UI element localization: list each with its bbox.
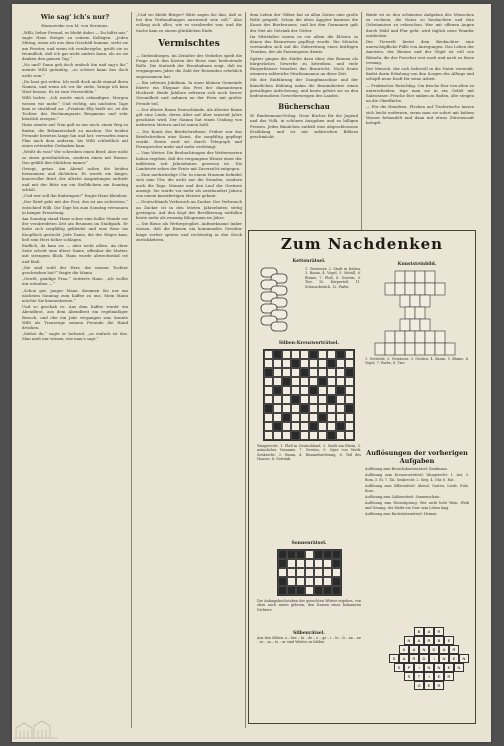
crossword-cell [300,431,309,440]
crossword-cell [309,350,318,359]
sun-puzzle-cell [278,577,287,586]
syllable-puzzle-label: Silbenrätsel. [293,631,325,636]
crossword-cell [345,431,354,440]
paragraph: „Siehst du,“ sagte er lachend, „so einfach ist das. Man muß nur wissen, wie man's sagt.“ [22,331,128,342]
sun-puzzle-cell [314,559,323,568]
stone-block [420,319,430,331]
chain-puzzle-label: Kettenrätsel. [292,259,326,264]
paragraph: — Eine merkwürdige Uhr. In einem Museum befindet sich eine Uhr, die nicht nur die Stunden, sondern auch die Tage, Monate und den Lauf der Gestirne anzeigt. Sie wurde vor mehr als zweihundert Jahren von einem kunstfertigen Meister gebaut. [136,172,242,199]
crossword-cell [291,359,300,368]
letter-cell: E [424,681,434,690]
crossword-cell [282,431,291,440]
stone-block [400,295,410,307]
sun-puzzle-cell [287,568,296,577]
sun-puzzle-cell [296,577,305,586]
sun-puzzle-cell [305,559,314,568]
paragraph: — Ein seltenes Jubiläum. In einer kleinen Gemeinde feierte ein Ehepaar das Fest der diamantenen Hochzeit. Beide Jubilare erfreuen sich noch bester Gesundheit und nahmen an der Feier mit großer Freude teil. [136,79,242,106]
paragraph: Am Sonntag stand Hans schon eine halbe Stunde vor der verabredeten Zeit am Brunnen im Stadtpark. Er hatte sich sorgfältig gekleidet und eine Rose ins Knopfloch gesteckt. Jede Dame, die des Weges kam, ließ sein Herz höher schlagen. [22,215,128,242]
crossword-cell [282,404,291,413]
column-rule [245,12,246,728]
sun-puzzle-cell [278,586,287,595]
crossword-cell [336,395,345,404]
letter-cell: N [424,663,434,672]
crossword-cell [282,359,291,368]
paragraph: Willi lachte. „Ich werde mich erkundigen. Morgen wissen wir mehr.“ Und richtig, am nächsten Tage kam er strahlend an: „Fräulein Elly heißt sie, ist die Tochter des Rechnungsrats Bergmann und sehr häuslich erzogen.“ [22,95,128,122]
stone-block [385,331,395,343]
crossword-cell [264,404,273,413]
stone-puzzle-label: Kunststeinbild. [397,262,437,267]
answer-item: Auflösung zum Silbenrätsel: Abend, Garten, Linde, Eule, Rose. [365,484,469,493]
crossword-cell [318,368,327,377]
crossword-cell [300,359,309,368]
paragraph: Die Tierwelt bietet dem Beobachter eine unerschöpfliche Fülle von Anregungen. Das Leben der Ameisen, der Bienen und der Vögel ist voll von Rätseln, die der Forscher erst nach und nach zu lösen vermag. [366,39,474,65]
paragraph: — Der älteste Baum Deutschlands. Als ältester Baum gilt eine Linde, deren Alter auf über tausend Jahre geschätzt wird. Der Stamm hat einen Umfang von mehreren Metern und ist innen hohl. [136,106,242,128]
stone-block [425,283,435,295]
crossword-cell [300,350,309,359]
crossword-cell [336,386,345,395]
crossword-cell [327,359,336,368]
paragraph: „Sie sind wohl der Herr, der meiner Tochter geschrieben hat?“ fragte die Mama. [22,264,128,275]
letter-cell: N [434,663,444,672]
crossword-cell [291,386,300,395]
sun-puzzle-cell [323,568,332,577]
letter-cell: A [439,645,449,654]
sun-puzzle-cell [305,568,314,577]
stone-block [395,343,405,355]
word-row [389,681,469,690]
letter-cell: E [449,654,459,663]
crossword-cell [300,386,309,395]
paragraph: Mit der Einführung der Dampfmaschine und der künstlichen Kühlung nahm die Brauindustrie einen gewaltigen Aufschwung, und heute gehört sie zu den bedeutendsten Gewerbezweigen des Landes. [250,77,358,99]
crossword-cell [345,386,354,395]
crossword-cell [318,413,327,422]
stone-block [385,283,395,295]
paragraph: Hans atmete auf. Nun galt es nur noch, einen Weg zu finden, die Bekanntschaft zu machen. Die beiden Freunde berieten lange hin und her, verwarfen einen Plan nach dem anderen, bis Willi schließlich auf einen rettenden Gedanken kam. [22,122,128,149]
sun-puzzle-cell [314,550,323,559]
sun-puzzle-cell [332,568,341,577]
crossword-cell [273,386,282,395]
crossword-cell [291,422,300,431]
stone-puzzle-graphic [365,267,465,357]
syllable-puzzle-text: Aus den Silben: a – ber – bi – de – e – ge – i – le – li – na – ne – ro – sa – te – ur sind Wörter zu bilden. [257,636,361,645]
sun-puzzle-cell [305,550,314,559]
crossword-grid [263,349,355,441]
paragraph: dem Leben der Völker hat zu allen Zeiten eine große Rolle gespielt. Schon die alten Ägypter kannten die Kunst des Bierbrauens, und bei den Germanen galt der Met als Getränk der Götter. [250,12,358,33]
paragraph: „Schon gut, junger Mann. Kommen Sie nur am nächsten Sonntag zum Kaffee zu uns. Mein Mann möchte Sie kennenlernen.“ [22,287,128,303]
crossword-cell [345,422,354,431]
column-rule [131,12,132,728]
story-continuation: „Und wo bleibt Bürger? Bitte sagen Sie ihm, daß er bei den Verhandlungen anwesend sein soll.“ Also vollzog sich alles, wie es verabredet war, und die Sache kam zu einem glücklichen Ende. [136,12,242,33]
crossword-cell [282,386,291,395]
crossword-cell [264,386,273,395]
crossword-cell [291,404,300,413]
crossword-cell [273,422,282,431]
crossword-cell [327,350,336,359]
stone-block [425,271,435,283]
letter-cell: S [404,672,414,681]
crossword-cell [345,368,354,377]
puzzle-section-title: Zum Nachdenken [280,235,444,253]
crossword-cell [291,368,300,377]
letter-cell: A [414,636,424,645]
sun-puzzle-cell [323,577,332,586]
library-logo [14,720,58,740]
letter-cell: I [414,663,424,672]
crossword-cell [318,404,327,413]
stone-block [395,283,405,295]
sun-puzzle-grid [277,549,342,596]
crossword-cell [300,422,309,431]
paragraph: — Vom Wetter. Die Beobachtungen der Wetterwarten haben ergeben, daß der vergangene Winter einer der mildesten seit Jahrzehnten gewesen ist. Die Landwirte sehen der Ernte mit Zuversicht entgegen. [136,150,242,172]
paragraph: — Die Kunst des Briefschreibens. Früher war das Briefschreiben eine Kunst, die sorgfältig gepflegt wurde. Heute wird sie durch Telegraph und Fernsprecher mehr und mehr verdrängt. [136,128,242,150]
crossword-cell [282,368,291,377]
crossword-cell [264,359,273,368]
crossword-cell [309,413,318,422]
sun-puzzle-cell [278,550,287,559]
stone-block [415,283,425,295]
stone-block [405,271,415,283]
column-article [250,12,358,139]
crossword-cell [309,368,318,377]
word-row [389,627,469,636]
miscellany-heading: Vermischtes [158,38,220,49]
chain-puzzle-text: 1. Gewässer, 2. Stadt in Italien, 3. Baum, 4. Vogel, 5. Metall, 6. Blume, 7. Fluß, 8. Gestirn, 9. Tier, 10. Körperteil, 11. Schmuckstück, 12. Farbe. [305,267,361,289]
crossword-cell [345,377,354,386]
crossword-cell [336,377,345,386]
paragraph: Im Mittelalter waren es vor allem die Klöster, in denen das Brauwesen gepflegt wurde. Die Mönche verstanden sich auf die Zubereitung eines kräftigen Trunkes, der als Fastenspeise diente. [250,33,358,55]
crossword-cell [291,350,300,359]
column-notes [366,12,474,125]
letter-cell: E [444,663,454,672]
letter-cell: A [409,645,419,654]
letter-cell: I [424,672,434,681]
crossword-cell [291,431,300,440]
paragraph: Später gingen die Städte dazu über, das Brauen als bürgerliches Gewerbe zu betreiben, und viele Bürgerhäuser besaßen das Braurecht. Noch heute erinnern zahlreiche Straßennamen an diese Zeit. [250,55,358,77]
crossword-cell [309,359,318,368]
crossword-cell [300,368,309,377]
stone-block [415,271,425,283]
paragraph: „Gewiß, gnädige Frau,“ stotterte Hans, „ich wollte mir erlauben —“ [22,276,128,287]
letter-cell: R [449,645,459,654]
crossword-cell [273,377,282,386]
stone-block [415,343,425,355]
crossword-cell [282,350,291,359]
paragraph: — Praktischer Ratschlag. Um frische Eier von alten zu unterscheiden, lege man sie in ein Gefäß mit Salzwasser. Frische Eier sinken zu Boden, alte steigen an die Oberfläche. [366,82,474,104]
letter-cell: N [419,645,429,654]
crossword-cell [291,395,300,404]
letter-cell: S [394,663,404,672]
paragraph: Beide ist zu den schönsten Aufgaben des Menschen zu rechnen, die Natur zu beobachten und ihre Geheimnisse zu erforschen. Wer mit offenen Augen durch Wald und Flur geht, wird täglich neue Wunder entdecken. [366,12,474,38]
crossword-cell [309,404,318,413]
crossword-cell [336,359,345,368]
crossword-cell [264,431,273,440]
paragraph: „Na und? Dann geh doch einfach hin und sag's ihr,“ meinte Willi gutmütig, „so schwer kann das doch nicht sein.“ [22,62,128,78]
crossword-cell [273,368,282,377]
column-story [22,12,128,342]
crossword-cell [336,413,345,422]
crossword-cell [300,404,309,413]
sun-puzzle-cell [287,586,296,595]
answer-item: Auflösung zum Buchstabenrätsel: Heimat. [365,512,438,517]
letter-cell: N [439,654,449,663]
crossword-cell [282,377,291,386]
paragraph: „Der Brief geht mit der Post, das ist am sichersten,“ entschied Willi. Die Tage bis zum Sonntag verrannen in banger Erwartung. [22,199,128,215]
stone-block [415,307,425,319]
sun-puzzle-cell [323,559,332,568]
crossword-cell [309,386,318,395]
crossword-cell [282,413,291,422]
crossword-cell [336,404,345,413]
letter-cell: K [399,645,409,654]
paragraph: — Siebenbürgen. Im Zeitalter des Verkehrs spielt die Frage nach den Kosten der Reise eine bedeutende Rolle. Die Statistik der Eisenbahnen zeigt, daß im vergangenen Jahre die Zahl der Reisenden erheblich zugenommen hat. [136,52,242,79]
crossword-cell [318,359,327,368]
crossword-cell [318,377,327,386]
stone-block [395,331,405,343]
stone-block [405,307,415,319]
letter-cell: R [424,636,434,645]
sun-puzzle-text: Die Anfangsbuchstaben der gesuchten Wörter ergeben, von oben nach unten gelesen, den Namen eines bekannten Dichters. [257,599,361,612]
crossword-cell [345,359,354,368]
stone-block [435,283,445,295]
letter-cell: S [389,654,399,663]
letter-cell: G [414,681,424,690]
crossword-cell [318,431,327,440]
crossword-cell [318,350,327,359]
crossword-cell [264,368,273,377]
crossword-cell [282,422,291,431]
sun-puzzle-cell [287,577,296,586]
crossword-cell [336,431,345,440]
letter-cell: E [444,636,454,645]
crossword-cell [327,368,336,377]
crossword-cell [309,377,318,386]
stone-block [415,331,425,343]
paragraph: Endlich, da kam sie — aber nicht allein. An ihrer Seite schritt eine ältere Dame, offenbar die Mutter, mit strengem Blick. Hans wurde abwechselnd rot und blaß. [22,242,128,264]
crossword-cell [327,377,336,386]
letter-cell: E [434,672,444,681]
letter-cell: R [434,681,444,690]
story-heading: Wie sag' ich's nur? [40,13,110,21]
stone-block [385,343,395,355]
letter-cell: R [434,627,444,636]
sun-puzzle-cell [332,586,341,595]
paragraph: Der Mensch, der sich liebevoll in die Natur versenkt, findet darin Erholung von den Sorgen des Alltags und schöpft neue Kraft für seine Arbeit. [366,66,474,82]
column-rule [361,12,362,232]
letter-cell: R [444,672,454,681]
crossword-cell [345,350,354,359]
letter-cell: I [429,654,439,663]
stone-block [425,331,435,343]
sun-puzzle-cell [296,568,305,577]
stone-block [405,283,415,295]
letter-cell: A [399,654,409,663]
stone-block [445,343,455,355]
stone-block [435,343,445,355]
stone-block [435,331,445,343]
crossword-cell [345,404,354,413]
stone-block [375,343,385,355]
letter-cell: B [434,636,444,645]
letter-cell: N [459,654,469,663]
puzzle-section [248,230,476,724]
paragraph: Gesagt, getan. Am Abend saßen die beiden beisammen und dichteten. Es wurde ein langer, kunstvoller Brief, der allerlei Anspielungen enthielt und mit der Bitte um ein Stelldichein am Sonntag schloß. [22,166,128,192]
crossword-cell [291,377,300,386]
stone-block [405,331,415,343]
word-diamond [389,627,469,690]
crossword-cell [273,404,282,413]
crossword-cell [345,413,354,422]
crossword-cell [318,386,327,395]
book-review-text: W. Rindenmann-Verlag. Neue Bücher für die Jugend und das Volk, in schönen Ausgaben und zu billigen Preisen. Jedes Bändchen enthält eine abgeschlossene Erzählung und ist mit zahlreichen Bildern geschmückt. [250,113,358,140]
crossword-cell [327,395,336,404]
crossword-cell [327,404,336,413]
letter-cell: N [404,636,414,645]
crossword-cell [300,395,309,404]
stone-block [410,295,420,307]
crossword-cell [327,413,336,422]
crossword-cell [273,350,282,359]
stone-block [420,295,430,307]
crossword-cell [318,395,327,404]
answer-item: Auflösung zum Besuchskartenrätsel: Kaufmann. [365,467,448,471]
stone-block [425,343,435,355]
stone-block [400,319,410,331]
sun-puzzle-cell [323,586,332,595]
letter-cell: B [414,627,424,636]
book-review-heading: Bücherschau [278,102,330,112]
paragraph: „Weißt du was? Wir schreiben einen Brief, aber nicht so einen gewöhnlichen, sondern einen mit Humor. Das gefällt den Mädchen immer.“ [22,149,128,165]
crossword-cell [309,395,318,404]
sun-puzzle-cell [332,550,341,559]
crossword-cell [264,422,273,431]
paragraph: „Du hast gut reden. Ich weiß doch nicht einmal ihren Namen, und wenn ich vor ihr stehe, bringe ich kein Wort heraus. Es ist zum Verzweifeln.“ [22,78,128,95]
sun-puzzle-cell [296,550,305,559]
sun-puzzle-cell [287,559,296,568]
crossword-cell [264,377,273,386]
letter-cell: D [429,645,439,654]
paragraph: — Für die Hausfrau. Flecken auf Tischwäsche lassen sich leicht entfernen, wenn man sie sofort mit kaltem Wasser behandelt und dann mit etwas Zitronensaft betupft. [366,104,474,126]
sun-puzzle-cell [314,586,323,595]
stone-block [395,271,405,283]
crossword-cell [309,422,318,431]
answer-item: Auflösung zum Rösselsprung: Wer nicht liebt Wein, Weib und Gesang, der bleibt ein Narr sein Leben lang. [365,501,469,510]
sun-puzzle-cell [278,559,287,568]
story-author: Humoreske von M. von Seroiuus. [41,23,109,28]
letter-cell: T [414,672,424,681]
word-row [389,672,469,681]
letter-cell: A [424,627,434,636]
crossword-label: Silben-Kreuzworträtsel. [278,341,340,346]
chain-puzzle-graphic [257,266,301,336]
crossword-cell [291,413,300,422]
letter-cell: P [404,663,414,672]
crossword-cell [273,395,282,404]
column-miscellany [136,12,242,242]
stone-block [405,343,415,355]
crossword-clues: Waagerecht: 1. Fluß in Deutschland, 3. Stadt am Rhein, 5. männlicher Vorname, 7. Gewürz, 9. Oper von Verdi. Senkrecht: 2. Baum, 4. Himmelsrichtung, 6. Teil des Hauses, 8. Getränk. [257,444,361,462]
crossword-cell [336,422,345,431]
paragraph: — Deutschlands Verbrauch an Zucker. Der Verbrauch an Zucker ist in den letzten Jahrzehnten stetig gestiegen. Auf den Kopf der Bevölkerung entfallen heute mehr als zwanzig Kilogramm im Jahre. [136,199,242,220]
word-row [389,663,469,672]
paragraph: „Und wer soll ihn hinbringen?“ fragte Hans kleinlaut. [22,193,128,199]
stone-block [410,319,420,331]
crossword-cell [318,422,327,431]
paragraph: Und so geschah es. Aus dem Kaffee wurde ein Abendbrot, aus dem Abendbrot ein regelmäßiger Besuch, und ehe ein Jahr vergangen war, konnte Willi als Trauzeuge seinem Freunde die Hand drücken. [22,304,128,330]
crossword-cell [336,368,345,377]
sun-puzzle-cell [278,568,287,577]
crossword-cell [336,350,345,359]
sun-puzzle-cell [332,577,341,586]
crossword-cell [345,395,354,404]
sun-puzzle-cell [314,577,323,586]
sun-puzzle-cell [296,559,305,568]
crossword-cell [264,413,273,422]
sun-puzzle-cell [332,559,341,568]
sun-puzzle-cell [296,586,305,595]
crossword-cell [300,413,309,422]
stone-puzzle-text: 1. Getreide, 2. Gewässer, 3. Gestirn, 4. Baum, 5. Blume, 6. Vogel, 7. Farbe, 8. Tier. [365,357,469,366]
paragraph: „Willi, lieber Freund, es bleibt dabei — Du hilfst mir,“ sagte Hans Steiger zu seinem Kollegen. „Jeden Mittag, wenn ich aus dem Geschäft komme, steht sie am Fenster, und wenn ich vorübergehe, grüßt sie so freundlich, daß ich gar nicht anders kann, als an sie denken den ganzen Tag.“ [22,30,128,62]
sun-puzzle-cell [314,568,323,577]
answer-item: Auflösung zum Zahlenrätsel: Sonnenschein. [365,495,441,500]
sun-puzzle-cell [287,550,296,559]
sun-puzzle-cell [305,586,314,595]
crossword-cell [264,350,273,359]
answers-heading: Auflösungen der vorherigen Aufgaben [366,449,468,465]
crossword-cell [273,431,282,440]
newspaper-page [12,4,491,742]
crossword-cell [282,395,291,404]
crossword-cell [273,359,282,368]
letter-cell: R [409,654,419,663]
crossword-cell [309,431,318,440]
crossword-cell [300,377,309,386]
letter-cell: N [454,663,464,672]
sun-puzzle-cell [323,550,332,559]
sun-puzzle-label: Sonnenrätsel. [291,541,327,546]
crossword-cell [327,431,336,440]
crossword-cell [264,395,273,404]
sun-puzzle-cell [305,577,314,586]
crossword-cell [327,422,336,431]
crossword-cell [273,413,282,422]
answer-item: Auflösung zum Kreuzworträtsel: Waagerecht: 1. Ast, 3. Rom, 5. Ei, 7. Tal. Senkrecht: 2. Sieg, 4. Ohr, 6. Rat. [365,473,469,482]
crossword-cell [327,386,336,395]
paragraph: — Die Biene als Wetterprophet. Aufmerksame Imker wissen, daß die Bienen ein kommendes Gewitter lange vorher spüren und rechtzeitig in den Stock zurückkehren. [136,221,242,242]
word-row [389,645,469,654]
word-row [389,654,469,663]
word-row [389,636,469,645]
letter-cell: D [419,654,429,663]
